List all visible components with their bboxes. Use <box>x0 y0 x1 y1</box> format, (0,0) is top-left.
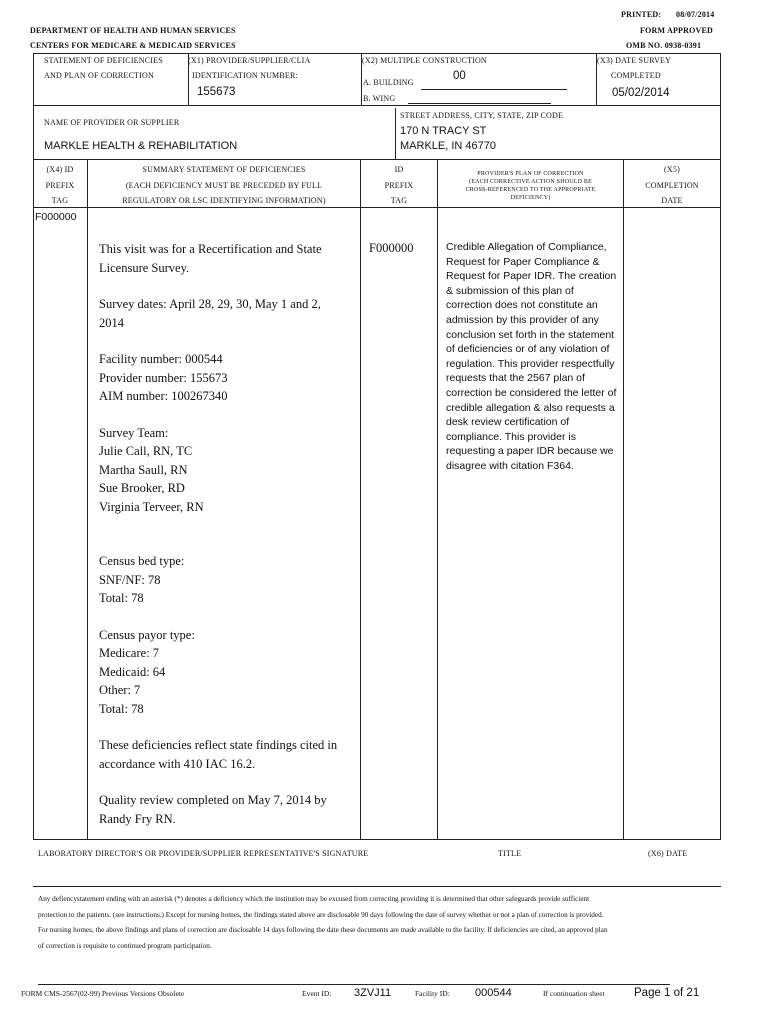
box1-right-rule <box>720 53 721 106</box>
form-approved: FORM APPROVED <box>640 26 714 35</box>
x6-date-label: (X6) DATE <box>648 849 688 858</box>
wing-label: B. WING <box>363 94 396 103</box>
header-bottom-rule <box>33 207 721 208</box>
address-label: STREET ADDRESS, CITY, STATE, ZIP CODE <box>400 111 564 120</box>
provider-name-value: MARKLE HEALTH & REHABILITATION <box>44 140 238 152</box>
census-payor-medicaid: Medicaid: 64 <box>99 664 166 679</box>
footnote-top-rule <box>33 886 721 887</box>
summary-paragraph-review: Quality review completed on May 7, 2014 by Randy Fry RN. <box>99 793 327 826</box>
x3-label-1: (X3) DATE SURVEY <box>597 56 672 65</box>
grid-divider-1 <box>87 160 88 840</box>
summary-facility-number: Facility number: 000544 <box>99 352 223 366</box>
footer-rule <box>38 984 670 985</box>
plan-head-2: (EACH CORRECTIVE ACTION SHOULD BE <box>469 179 592 185</box>
survey-team-member: Virginia Terveer, RN <box>99 499 204 514</box>
footnote-text: Any defiencystatement ending with an asterisk (*) denotes a deficiency which the institution may be excused from correcting providing it is determined that other safeguards provide sufficient protection to the patients. (see instructions.) Except for nursing homes, the findings stated above are disclosable 90 days following the date of survey whether or not a plan of correction is provided. For nursing homes, the above findings and plans of correction are disclosable 14 days following the date these documents are made available to the facility. If deficiencies are cited, an approved plan of correction is requisite to continued program participation. <box>38 895 608 950</box>
id-head-1: ID <box>394 165 404 174</box>
statement-label-2: AND PLAN OF CORRECTION <box>44 71 154 80</box>
summary-aim-number: AIM number: 100267340 <box>99 389 228 403</box>
survey-team-member: Sue Brooker, RD <box>99 481 185 495</box>
summary-head-1: SUMMARY STATEMENT OF DEFICIENCIES <box>142 165 306 174</box>
printed-label: PRINTED: <box>621 10 662 19</box>
x1-label-1: (X1) PROVIDER/SUPPLIER/CLIA <box>188 56 311 65</box>
right-tag: F000000 <box>369 241 414 255</box>
census-bed-heading: Census bed type: <box>99 554 185 568</box>
grid-divider-4 <box>623 160 624 840</box>
summary-head-3: REGULATORY OR LSC IDENTIFYING INFORMATION) <box>122 196 326 205</box>
summary-paragraph-2: Survey dates: April 28, 29, 30, May 1 and 2, 2014 <box>99 297 321 330</box>
x1-label-2: IDENTIFICATION NUMBER: <box>192 71 298 80</box>
box1-top-rule <box>33 53 721 54</box>
continuation-label: If continuation sheet <box>543 989 605 998</box>
box2-left-rule <box>33 105 34 160</box>
survey-team-member: Julie Call, RN, TC <box>99 444 193 458</box>
grid-bottom-rule <box>33 839 721 840</box>
summary-paragraph-1: This visit was for a Recertification and State Licensure Survey. <box>99 242 322 275</box>
grid-divider-3 <box>437 160 438 840</box>
x5-head-3: DATE <box>661 196 683 205</box>
box2-right-rule <box>720 105 721 160</box>
x2-label: (X2) MULTIPLE CONSTRUCTION <box>362 56 487 65</box>
summary-paragraph-findings: These deficiencies reflect state findings cited in accordance with 410 IAC 16.2. <box>99 738 338 771</box>
plan-head-3: CROSS-REFERENCED TO THE APPROPRIATE <box>465 187 596 193</box>
plan-head-4: DEFICIENCY) <box>510 195 551 201</box>
summary-statement <box>99 240 339 828</box>
omb-number: OMB NO. 0938-0391 <box>626 41 702 50</box>
building-underline <box>421 89 567 90</box>
department-title: DEPARTMENT OF HEALTH AND HUMAN SERVICES <box>30 26 236 35</box>
printed-date: 08/07/2014 <box>676 10 715 19</box>
form-number: FORM CMS-2567(02-99) Previous Versions Obsolete <box>21 989 185 998</box>
statement-label-1: STATEMENT OF DEFICIENCIES <box>44 56 163 65</box>
wing-underline <box>408 103 551 104</box>
summary-head-2: (EACH DEFICIENCY MUST BE PRECEDED BY FULL <box>125 181 323 190</box>
plan-of-correction-text: Credible Allegation of Compliance, Request for Paper Compliance & Request for Paper IDR. The creation & submission of this plan of correction does not constitute an admission by this provider of any conclusion set forth in the statement of deficiencies or of any violation of regulation. This provider respectfully requests that the 2567 plan of correction be considered the letter of credible allegation & also requests a desk review certification of compliance. This provider is requesting a paper IDR because we disagree with citation F364. <box>446 241 617 472</box>
survey-date-value: 05/02/2014 <box>612 87 670 99</box>
grid-divider-2 <box>360 160 361 840</box>
plan-head-1: PROVIDER'S PLAN OF CORRECTION <box>477 171 584 177</box>
provider-name-label: NAME OF PROVIDER OR SUPPLIER <box>44 118 180 127</box>
signature-label: LABORATORY DIRECTOR'S OR PROVIDER/SUPPLIER REPRESENTATIVE'S SIGNATURE <box>38 849 369 858</box>
census-payor-medicare: Medicare: 7 <box>99 646 160 660</box>
title-label: TITLE <box>498 849 522 858</box>
address-line-1: 170 N TRACY ST <box>400 125 487 137</box>
census-bed-snf: SNF/NF: 78 <box>99 572 161 587</box>
x4-head-3: TAG <box>51 196 69 205</box>
event-id-value: 3ZVJ11 <box>354 987 392 999</box>
x4-head-2: PREFIX <box>45 181 75 190</box>
event-id-label: Event ID: <box>302 989 332 998</box>
census-payor-total: Total: 78 <box>99 701 144 716</box>
box2-bottom-rule <box>33 159 721 160</box>
address-line-2: MARKLE, IN 46770 <box>400 140 496 152</box>
grid-left-rule <box>33 160 34 840</box>
id-head-3: TAG <box>390 196 408 205</box>
summary-provider-number: Provider number: 155673 <box>99 370 228 385</box>
survey-team-heading: Survey Team: <box>99 425 169 440</box>
box2-divider <box>395 108 396 160</box>
census-bed-total: Total: 78 <box>99 591 144 605</box>
x5-head-1: (X5) <box>664 165 680 174</box>
centers-title: CENTERS FOR MEDICARE & MEDICAID SERVICES <box>30 41 236 50</box>
left-tag: F000000 <box>35 211 77 223</box>
x4-head-1: (X4) ID <box>46 165 74 174</box>
survey-team-member: Martha Saull, RN <box>99 462 188 477</box>
census-payor-heading: Census payor type: <box>99 627 195 642</box>
census-payor-other: Other: 7 <box>99 683 141 697</box>
x3-label-2: COMPLETED <box>611 71 661 80</box>
facility-id-label: Facility ID: <box>415 989 450 998</box>
x5-head-2: COMPLETION <box>645 181 699 190</box>
facility-id-value: 000544 <box>475 987 512 999</box>
grid-right-rule <box>720 160 721 840</box>
id-head-2: PREFIX <box>384 181 414 190</box>
provider-id-value: 155673 <box>197 86 236 98</box>
page-number: Page 1 of 21 <box>634 987 700 999</box>
box1-left-rule <box>33 53 34 106</box>
building-label: A. BUILDING <box>363 78 414 87</box>
building-value: 00 <box>453 70 466 82</box>
box1-bottom-rule <box>33 105 721 106</box>
